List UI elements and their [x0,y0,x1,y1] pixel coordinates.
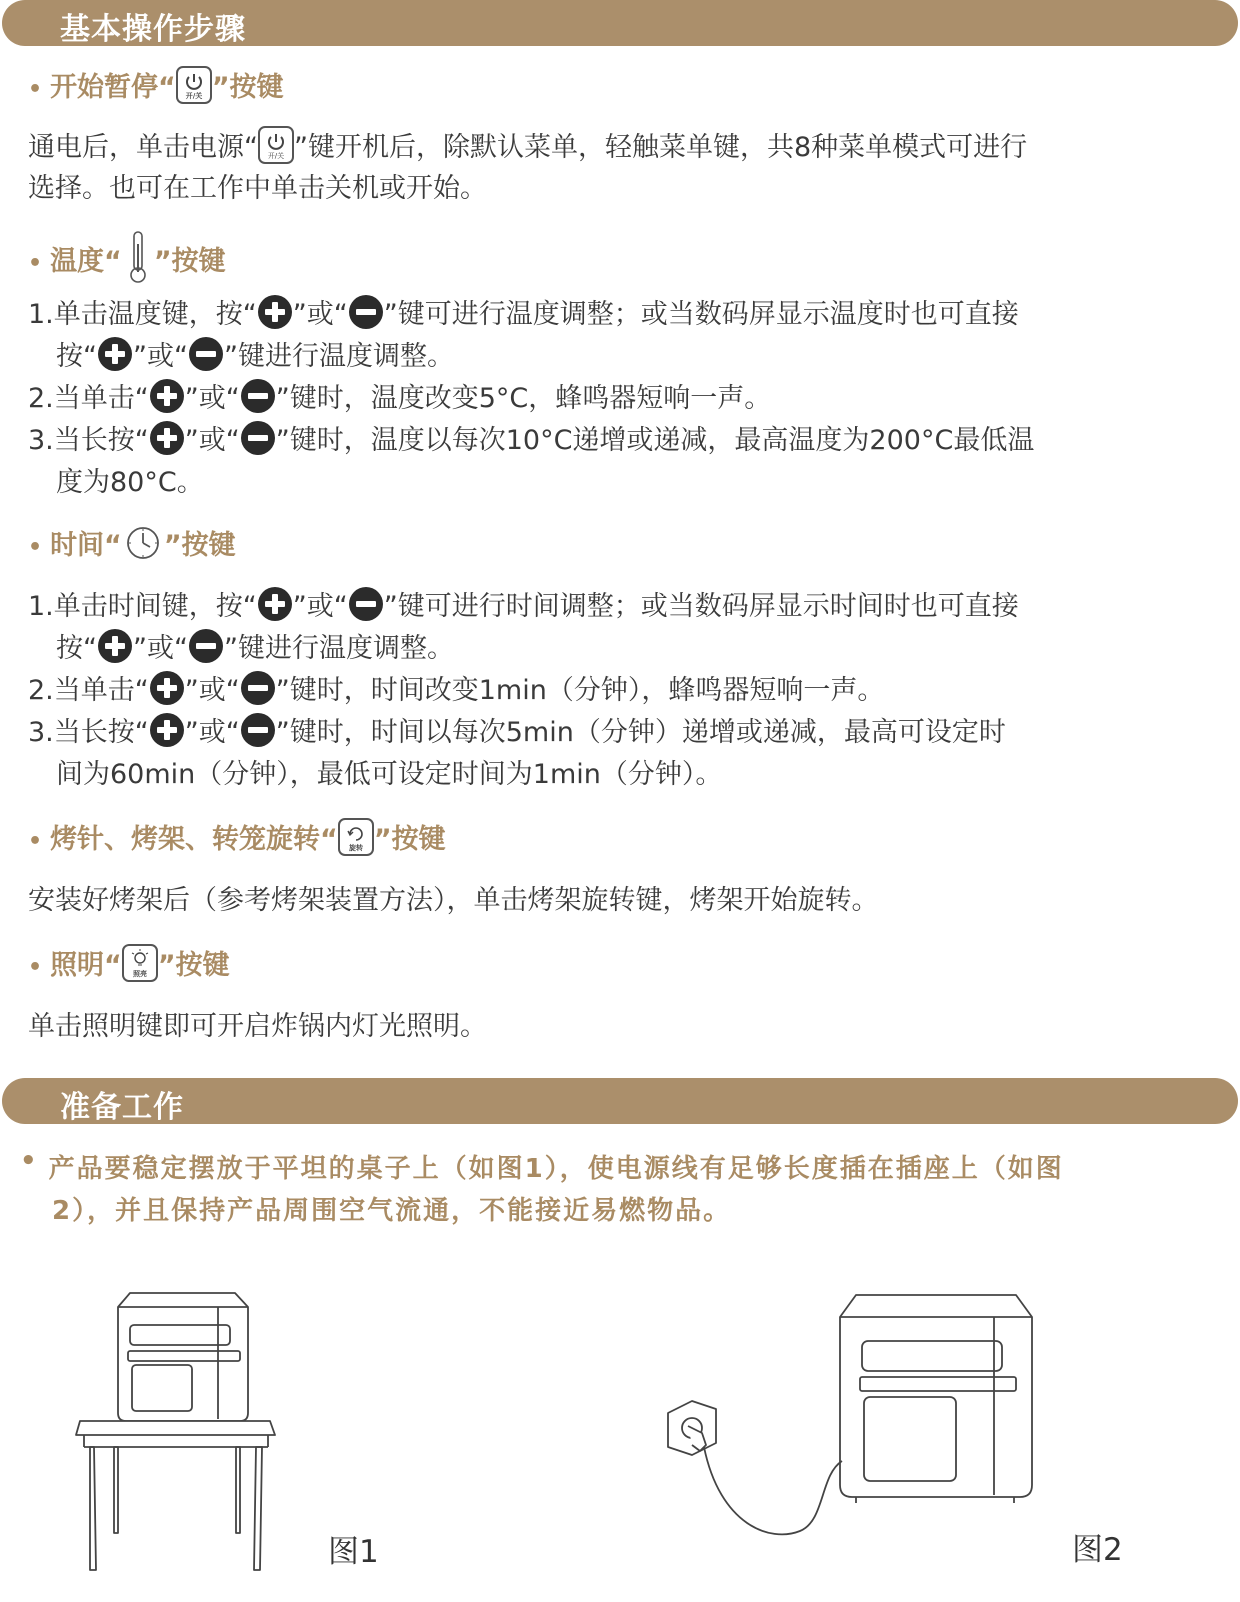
figure-2-airfryer-with-socket [660,1285,1060,1585]
time-text-line-5: 间为60min（分钟），最低可设定时间为1min（分钟）。 [56,759,723,790]
minus-icon [349,295,383,329]
svg-text:旋转: 旋转 [348,844,363,852]
rotate-key-icon [338,818,374,856]
svg-text:照亮: 照亮 [132,970,147,978]
power-key-heading: • 开始暂停“ 开/关 ”按键 [28,66,284,110]
svg-text:开/关: 开/关 [185,92,203,100]
power-text-line-2: 选择。也可在工作中单击关机或开始。 [28,173,487,204]
section-title: 准备工作 [60,1090,184,1125]
figure-2-caption: 图2 [1072,1532,1123,1568]
plus-icon [98,629,132,663]
plus-icon [150,713,184,747]
section-title: 基本操作步骤 [60,12,246,47]
plus-icon [150,379,184,413]
temperature-text-line-1: 1.单击温度键，按“ ”或“ ”键可进行温度调整；或当数码屏显示温度时也可直接 [28,294,1019,336]
minus-icon [189,629,223,663]
plus-icon [258,295,292,329]
minus-icon [241,379,275,413]
time-text-line-3: 2.当单击“ ”或“ ”键时，时间改变1min（分钟），蜂鸣器短响一声。 [28,670,884,712]
plus-icon [150,421,184,455]
section-banner-prep [2,1078,1238,1124]
time-key-heading: • 时间“ ”按键 [28,524,236,568]
minus-icon [241,713,275,747]
temperature-text-line-3: 2.当单击“ ”或“ ”键时，温度改变5°C，蜂鸣器短响一声。 [28,378,771,420]
temperature-text-line-5: 度为80°C。 [56,467,204,498]
prep-text-line-1: • 产品要稳定摆放于平坦的桌子上（如图1），使电源线有足够长度插在插座上（如图 [20,1146,1064,1184]
plus-icon [150,671,184,705]
minus-icon [349,587,383,621]
svg-text:开/关: 开/关 [267,152,285,160]
thermometer-icon [128,230,148,298]
plus-icon [258,587,292,621]
minus-icon [241,421,275,455]
minus-icon [189,337,223,371]
power-text-line-1: 通电后，单击电源“ 开/关 ”键开机后，除默认菜单，轻触菜单键，共8种菜单模式可进行 [28,126,1027,168]
time-text-line-4: 3.当长按“ ”或“ ”键时，时间以每次5min（分钟）递增或递减，最高可设定时 [28,712,1006,754]
power-key-icon [176,66,212,104]
time-text-line-1: 1.单击时间键，按“ ”或“ ”键可进行时间调整；或当数码屏显示时间时也可直接 [28,586,1019,628]
rotate-text-line-1: 安装好烤架后（参考烤架装置方法），单击烤架旋转键，烤架开始旋转。 [28,885,879,916]
temperature-text-line-4: 3.当长按“ ”或“ ”键时，温度以每次10°C递增或递减，最高温度为200°C最低温 [28,420,1034,462]
time-text-line-2: 按“ ”或“ ”键进行温度调整。 [56,628,454,670]
clock-icon [124,524,162,576]
power-key-icon [258,126,294,164]
figure-1-caption: 图1 [328,1534,379,1570]
light-key-icon [122,944,158,982]
plus-icon [98,337,132,371]
prep-text-line-2: 2），并且保持产品周围空气流通，不能接近易燃物品。 [52,1196,732,1226]
minus-icon [241,671,275,705]
figure-1-airfryer-on-table [70,1285,290,1575]
temperature-key-heading: • 温度“ ”按键 [28,230,226,274]
light-key-heading: • 照明“ 照亮 ”按键 [28,944,230,988]
section-banner-basic-ops [2,0,1238,46]
rotate-key-heading: • 烤针、烤架、转笼旋转“ 旋转 ”按键 [28,818,446,862]
temperature-text-line-2: 按“ ”或“ ”键进行温度调整。 [56,336,454,378]
light-text-line-1: 单击照明键即可开启炸锅内灯光照明。 [28,1011,487,1042]
